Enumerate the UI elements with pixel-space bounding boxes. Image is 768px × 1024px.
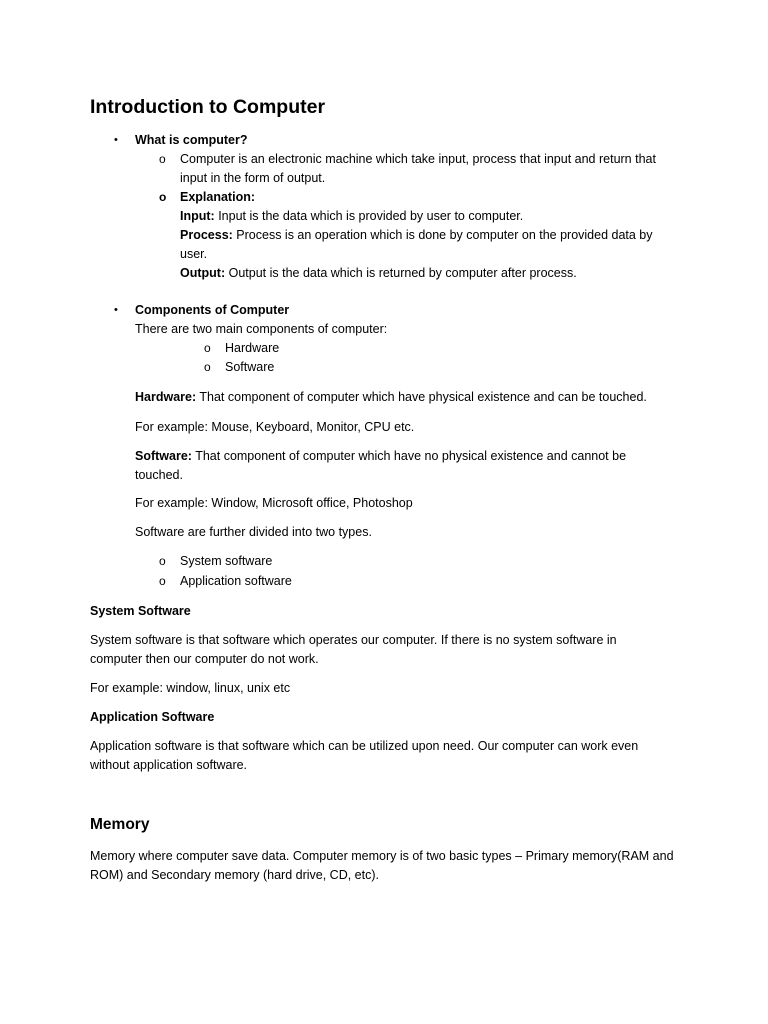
software-label: Software: bbox=[135, 449, 192, 463]
components-intro: There are two main components of computer: bbox=[135, 322, 388, 336]
process-label: Process: bbox=[180, 228, 233, 242]
component-item-software: Software bbox=[225, 360, 275, 374]
output-line bbox=[180, 264, 577, 283]
hardware-text: That component of computer which have physical existence and can be touched. bbox=[199, 390, 647, 404]
input-text: Input is the data which is provided by user to computer. bbox=[218, 209, 524, 223]
input-label: Input: bbox=[180, 209, 215, 223]
software-definition bbox=[135, 447, 650, 485]
input-line bbox=[180, 207, 523, 226]
software-type-application: Application software bbox=[180, 574, 292, 588]
software-example: For example: Window, Microsoft office, Photoshop bbox=[135, 496, 413, 510]
system-software-heading: System Software bbox=[90, 604, 191, 618]
application-software-text: Application software is that software which can be utilized upon need. Our computer can work even without application software. bbox=[90, 739, 639, 772]
software-types-intro: Software are further divided into two types. bbox=[135, 525, 372, 539]
process-text: Process is an operation which is done by computer on the provided data by user. bbox=[180, 228, 653, 261]
process-line bbox=[180, 226, 670, 264]
software-text: That component of computer which have no physical existence and cannot be touched. bbox=[135, 449, 627, 482]
component-item-hardware: Hardware bbox=[225, 341, 280, 355]
sub-bullet-system-software: o bbox=[159, 554, 166, 568]
hardware-definition bbox=[135, 388, 647, 407]
hardware-example: For example: Mouse, Keyboard, Monitor, CPU etc. bbox=[135, 420, 415, 434]
output-text: Output is the data which is returned by computer after process. bbox=[228, 266, 577, 280]
output-label: Output: bbox=[180, 266, 226, 280]
bullet-what-is: • bbox=[114, 134, 118, 146]
software-type-system: System software bbox=[180, 554, 273, 568]
memory-heading: Memory bbox=[90, 816, 150, 833]
components-heading: Components of Computer bbox=[135, 303, 290, 317]
sub-bullet-explanation: o bbox=[159, 190, 167, 204]
sub-bullet-software: o bbox=[204, 360, 211, 374]
sub-bullet-hardware: o bbox=[204, 341, 211, 355]
page-title: Introduction to Computer bbox=[90, 96, 326, 118]
what-is-heading: What is computer? bbox=[135, 133, 248, 147]
bullet-components: • bbox=[114, 304, 118, 316]
system-software-text: System software is that software which operates our computer. If there is no system software in computer then our computer do not work. bbox=[90, 633, 617, 666]
hardware-label: Hardware: bbox=[135, 390, 197, 404]
sub-bullet-definition: o bbox=[159, 152, 166, 166]
application-software-heading: Application Software bbox=[90, 710, 215, 724]
sub-bullet-application-software: o bbox=[159, 574, 166, 588]
explanation-label: Explanation: bbox=[180, 190, 256, 204]
system-software-example: For example: window, linux, unix etc bbox=[90, 681, 291, 695]
memory-text: Memory where computer save data. Computer memory is of two basic types – Primary memory(RAM and ROM) and Secondary memory (hard drive, CD, etc). bbox=[90, 849, 674, 882]
definition-text: Computer is an electronic machine which take input, process that input and return that input in the form of output. bbox=[180, 152, 656, 185]
